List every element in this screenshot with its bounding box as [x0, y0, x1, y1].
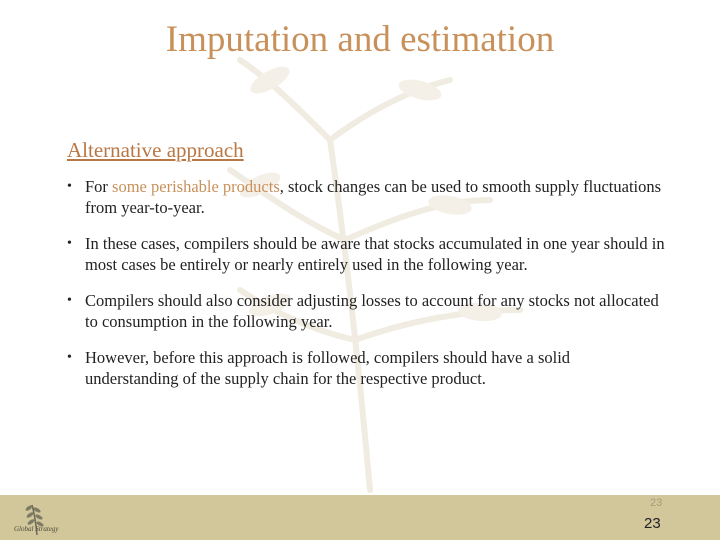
- bullet-text-suffix: , stock changes can be used to smooth supply fluctuations from year-to-year.: [85, 177, 662, 217]
- bullet-text: In these cases, compilers should be aware that stocks accumulated in one year should in most cases be entirely or nearly entirely used in the following year.: [85, 234, 665, 274]
- bullet-item: [67, 176, 667, 218]
- footer-band: [0, 495, 720, 540]
- bullet-marker: •: [67, 236, 72, 251]
- bullet-item: [67, 290, 667, 332]
- section-subheading: Alternative approach: [67, 138, 244, 162]
- bullet-item: [67, 347, 667, 389]
- bullet-text: However, before this approach is followed, compilers should have a solid understanding of the supply chain for the respective product.: [85, 348, 571, 388]
- bullet-text-prefix: For: [85, 177, 113, 196]
- page-number-ghost: 23: [650, 497, 663, 509]
- logo-caption: Global Strategy: [14, 525, 59, 533]
- bullet-marker: •: [67, 293, 72, 308]
- bullet-text: Compilers should also consider adjusting losses to account for any stocks not allocated to consumption in the following year.: [85, 291, 659, 331]
- bullet-highlight: some perishable products: [112, 177, 280, 196]
- slide-title: Imputation and estimation: [165, 19, 555, 60]
- bullet-marker: •: [67, 179, 72, 194]
- page-number: 23: [644, 515, 661, 532]
- bullet-list: [67, 176, 667, 404]
- bullet-item: [67, 233, 667, 275]
- bullet-marker: •: [67, 350, 72, 365]
